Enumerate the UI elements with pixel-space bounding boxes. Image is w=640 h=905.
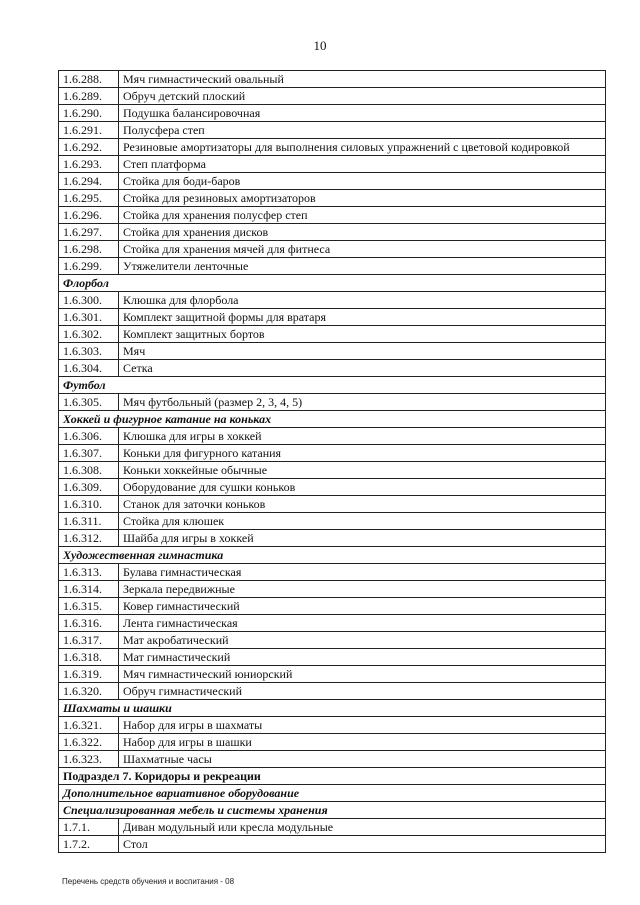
section-heading — [59, 411, 606, 428]
item-name: Комплект защитной формы для вратаря — [119, 309, 606, 326]
heading-text: Шахматы и шашки — [59, 700, 606, 717]
table-row — [59, 615, 606, 632]
item-name: Шайба для игры в хоккей — [119, 530, 606, 547]
item-number: 1.6.309. — [59, 479, 119, 496]
item-name: Обруч гимнастический — [119, 683, 606, 700]
table-row — [59, 836, 606, 853]
item-number: 1.6.299. — [59, 258, 119, 275]
item-number: 1.6.294. — [59, 173, 119, 190]
item-name: Обруч детский плоский — [119, 88, 606, 105]
heading-text: Флорбол — [59, 275, 606, 292]
item-number: 1.6.323. — [59, 751, 119, 768]
item-number: 1.6.319. — [59, 666, 119, 683]
subdivision-heading — [59, 768, 606, 785]
item-name: Стойка для боди-баров — [119, 173, 606, 190]
table-row — [59, 394, 606, 411]
section-heading — [59, 377, 606, 394]
item-number: 1.6.290. — [59, 105, 119, 122]
item-number: 1.6.289. — [59, 88, 119, 105]
table-row — [59, 530, 606, 547]
footer-text: Перечень средств обучения и воспитания - 08 — [62, 877, 235, 886]
item-name: Стойка для клюшек — [119, 513, 606, 530]
item-name: Лента гимнастическая — [119, 615, 606, 632]
item-name: Стойка для хранения мячей для фитнеса — [119, 241, 606, 258]
item-number: 1.6.288. — [59, 71, 119, 88]
table-row — [59, 241, 606, 258]
section-heading — [59, 547, 606, 564]
section-heading — [59, 275, 606, 292]
item-name: Мяч — [119, 343, 606, 360]
item-name: Станок для заточки коньков — [119, 496, 606, 513]
item-name: Стойка для хранения полусфер степ — [119, 207, 606, 224]
item-number: 1.6.316. — [59, 615, 119, 632]
item-number: 1.6.300. — [59, 292, 119, 309]
item-name: Набор для игры в шашки — [119, 734, 606, 751]
table-row — [59, 326, 606, 343]
item-name: Мяч гимнастический юниорский — [119, 666, 606, 683]
item-name: Ковер гимнастический — [119, 598, 606, 615]
item-name: Мяч футбольный (размер 2, 3, 4, 5) — [119, 394, 606, 411]
item-name: Подушка балансировочная — [119, 105, 606, 122]
item-number: 1.6.312. — [59, 530, 119, 547]
table-row — [59, 173, 606, 190]
heading-text: Подраздел 7. Коридоры и рекреации — [59, 768, 606, 785]
item-name: Клюшка для игры в хоккей — [119, 428, 606, 445]
table-row — [59, 105, 606, 122]
item-name: Сетка — [119, 360, 606, 377]
item-name: Коньки для фигурного катания — [119, 445, 606, 462]
item-name: Булава гимнастическая — [119, 564, 606, 581]
item-number: 1.6.304. — [59, 360, 119, 377]
heading-text: Хоккей и фигурное катание на коньках — [59, 411, 606, 428]
table-row — [59, 156, 606, 173]
table-row — [59, 598, 606, 615]
table-row — [59, 258, 606, 275]
page-number: 10 — [313, 38, 327, 53]
table-row — [59, 309, 606, 326]
item-number: 1.6.305. — [59, 394, 119, 411]
heading-text: Дополнительное вариативное оборудование — [59, 785, 606, 802]
item-name: Коньки хоккейные обычные — [119, 462, 606, 479]
item-name: Полусфера степ — [119, 122, 606, 139]
item-name: Утяжелители ленточные — [119, 258, 606, 275]
section-heading — [59, 802, 606, 819]
heading-text: Специализированная мебель и системы хранения — [59, 802, 606, 819]
table-row — [59, 462, 606, 479]
item-name: Мат акробатический — [119, 632, 606, 649]
table-row — [59, 88, 606, 105]
table-row — [59, 360, 606, 377]
equipment-table — [58, 70, 606, 853]
item-number: 1.7.2. — [59, 836, 119, 853]
item-number: 1.6.311. — [59, 513, 119, 530]
table-row — [59, 513, 606, 530]
item-number: 1.6.322. — [59, 734, 119, 751]
table-row — [59, 224, 606, 241]
table-row — [59, 496, 606, 513]
item-number: 1.6.303. — [59, 343, 119, 360]
table-row — [59, 683, 606, 700]
item-number: 1.6.320. — [59, 683, 119, 700]
section-heading — [59, 700, 606, 717]
item-name: Набор для игры в шахматы — [119, 717, 606, 734]
item-number: 1.6.313. — [59, 564, 119, 581]
table-row — [59, 428, 606, 445]
item-number: 1.6.301. — [59, 309, 119, 326]
item-name: Клюшка для флорбола — [119, 292, 606, 309]
item-number: 1.6.297. — [59, 224, 119, 241]
item-number: 1.6.293. — [59, 156, 119, 173]
table-row — [59, 632, 606, 649]
table-row — [59, 122, 606, 139]
item-number: 1.6.292. — [59, 139, 119, 156]
table-row — [59, 190, 606, 207]
item-name: Комплект защитных бортов — [119, 326, 606, 343]
section-heading — [59, 785, 606, 802]
item-number: 1.7.1. — [59, 819, 119, 836]
item-number: 1.6.317. — [59, 632, 119, 649]
item-name: Мат гимнастический — [119, 649, 606, 666]
table-row — [59, 139, 606, 156]
item-name: Степ платформа — [119, 156, 606, 173]
item-number: 1.6.308. — [59, 462, 119, 479]
item-number: 1.6.306. — [59, 428, 119, 445]
table-row — [59, 445, 606, 462]
table-row — [59, 734, 606, 751]
table-row — [59, 751, 606, 768]
item-number: 1.6.310. — [59, 496, 119, 513]
table-row — [59, 292, 606, 309]
item-number: 1.6.315. — [59, 598, 119, 615]
table-row — [59, 71, 606, 88]
heading-text: Художественная гимнастика — [59, 547, 606, 564]
item-name: Стойка для хранения дисков — [119, 224, 606, 241]
table-row — [59, 717, 606, 734]
table-row — [59, 649, 606, 666]
item-number: 1.6.318. — [59, 649, 119, 666]
item-name: Шахматные часы — [119, 751, 606, 768]
item-number: 1.6.298. — [59, 241, 119, 258]
item-number: 1.6.295. — [59, 190, 119, 207]
heading-text: Футбол — [59, 377, 606, 394]
item-name: Оборудование для сушки коньков — [119, 479, 606, 496]
table-row — [59, 207, 606, 224]
table-row — [59, 581, 606, 598]
item-number: 1.6.314. — [59, 581, 119, 598]
table-row — [59, 343, 606, 360]
item-number: 1.6.307. — [59, 445, 119, 462]
item-number: 1.6.321. — [59, 717, 119, 734]
table-row — [59, 666, 606, 683]
item-number: 1.6.302. — [59, 326, 119, 343]
item-name: Стойка для резиновых амортизаторов — [119, 190, 606, 207]
table-row — [59, 819, 606, 836]
table-row — [59, 564, 606, 581]
item-number: 1.6.291. — [59, 122, 119, 139]
item-name: Стол — [119, 836, 606, 853]
equipment-table-body — [59, 71, 606, 853]
item-name: Зеркала передвижные — [119, 581, 606, 598]
item-name: Мяч гимнастический овальный — [119, 71, 606, 88]
table-row — [59, 479, 606, 496]
item-name: Диван модульный или кресла модульные — [119, 819, 606, 836]
item-name: Резиновые амортизаторы для выполнения силовых упражнений с цветовой кодировкой — [119, 139, 606, 156]
item-number: 1.6.296. — [59, 207, 119, 224]
